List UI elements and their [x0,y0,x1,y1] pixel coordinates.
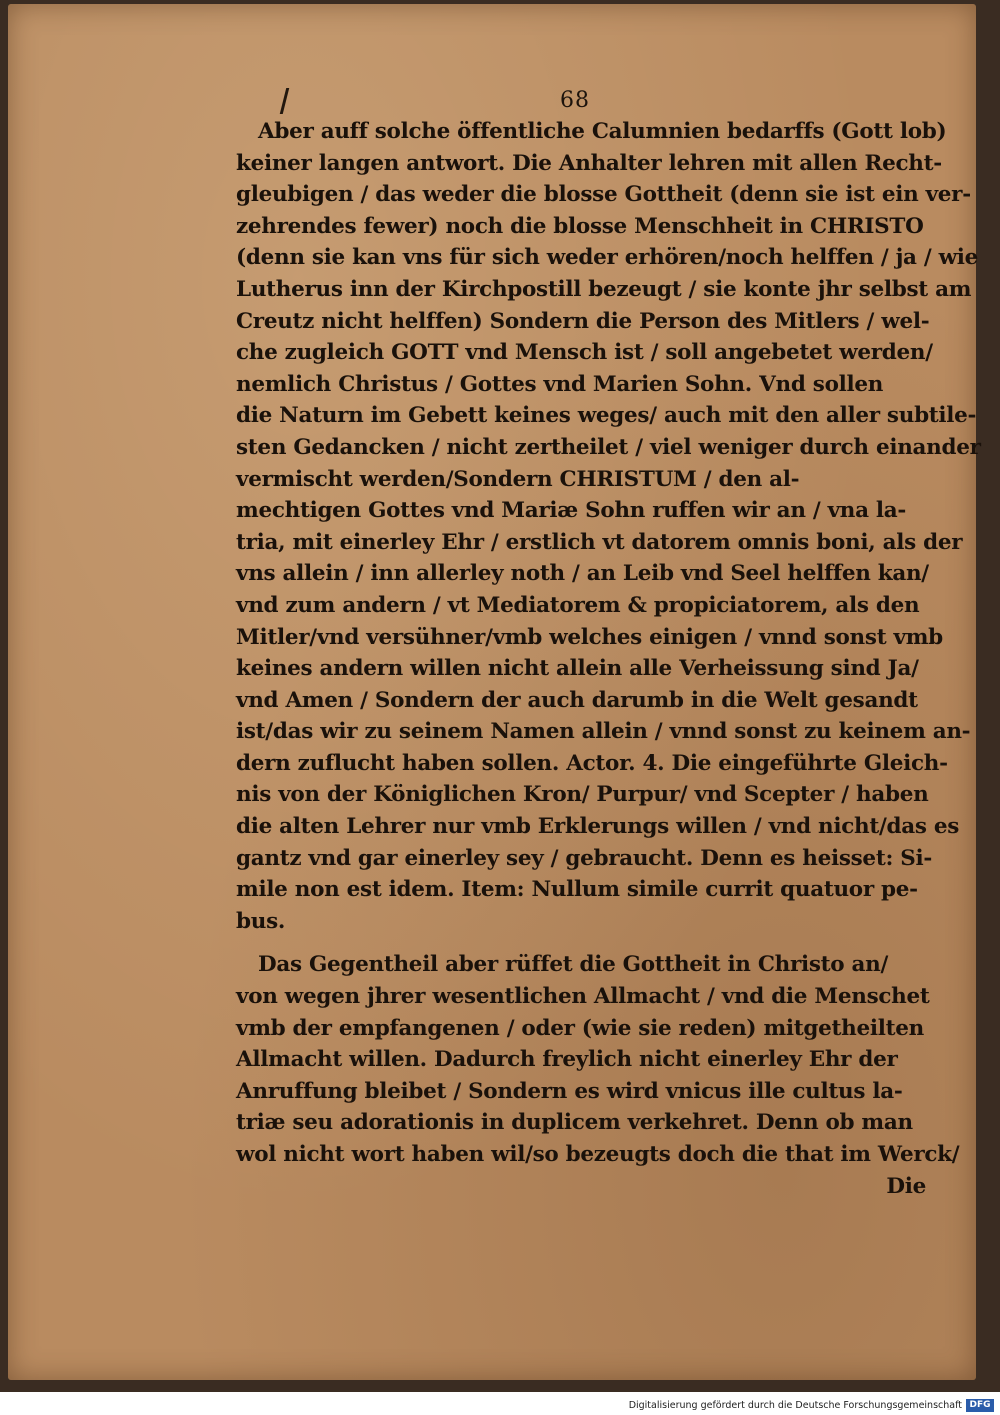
text-line: che zugleich GOTT vnd Mensch ist / soll angebetet werden/ [236,340,933,366]
text-line: vmb der empfangenen / oder (wie sie reden) mitgetheilten [236,1015,924,1041]
text-line: mile non est idem. Item: Nullum simile currit quatuor pe- [236,877,918,903]
text-line: Allmacht willen. Dadurch freylich nicht einerley Ehr der [236,1047,898,1073]
text-line: vermischt werden/Sondern CHRISTUM / den al- [236,466,800,492]
text-line: Lutherus inn der Kirchpostill bezeugt / sie konte jhr selbst am [236,276,972,302]
text-line: Creutz nicht helffen) Sondern die Person des Mitlers / wel- [236,308,930,334]
catchword: Die [886,1173,926,1199]
text-line: vnd zum andern / vt Mediatorem & propiciatorem, als den [236,592,920,618]
text-line: vns allein / inn allerley noth / an Leib vnd Seel helffen kan/ [236,561,929,587]
text-line: die Naturn im Gebett keines weges/ auch mit den aller subtile- [236,403,977,429]
dfg-logo: DFG [966,1399,994,1412]
page-number: 68 [560,88,590,113]
text-line: Das Gegentheil aber rüffet die Gottheit in Christo an/ [258,952,889,978]
text-line: (denn sie kan vns für sich weder erhören/noch helffen / ja / wie [236,245,979,271]
digitization-credit: Digitalisierung gefördert durch die Deutsche Forschungsgemeinschaft [628,1400,962,1411]
text-line: nemlich Christus / Gottes vnd Marien Sohn. Vnd sollen [236,371,884,397]
text-line: vnd Amen / Sondern der auch darumb in die Welt gesandt [236,687,918,713]
main-text-block [236,116,981,1202]
text-line: bus. [236,908,286,934]
text-line: die alten Lehrer nur vmb Erklerungs willen / vnd nicht/das es [236,814,960,840]
text-line: mechtigen Gottes vnd Mariæ Sohn ruffen wir an / vna la- [236,498,907,524]
text-line: triæ seu adorationis in duplicem verkehret. Denn ob man [236,1110,913,1136]
text-line: Anruffung bleibet / Sondern es wird vnicus ille cultus la- [236,1078,903,1104]
text-line: tria, mit einerley Ehr / erstlich vt datorem omnis boni, als der [236,529,963,555]
text-line: nis von der Königlichen Kron/ Purpur/ vnd Scepter / haben [236,782,929,808]
text-line: ist/das wir zu seinem Namen allein / vnnd sonst zu keinem an- [236,719,971,745]
text-line: sten Gedancken / nicht zertheilet / viel weniger durch einander [236,434,981,460]
text-line: wol nicht wort haben wil/so bezeugts doch die that im Werck/ [236,1142,960,1167]
text-line: Aber auff solche öffentliche Calumnien bedarffs (Gott lob) [258,119,947,144]
text-line: Mitler/vnd versühner/vmb welches einigen / vnnd sonst vmb [236,624,943,650]
text-line: keiner langen antwort. Die Anhalter lehren mit allen Recht- [236,150,942,176]
text-line: dern zuflucht haben sollen. Actor. 4. Die eingeführte Gleich- [236,750,948,776]
text-line: gantz vnd gar einerley sey / gebraucht. Denn es heisset: Si- [236,845,932,871]
text-line: keines andern willen nicht allein alle Verheissung sind Ja/ [236,656,919,682]
text-line: gleubigen / das weder die blosse Gottheit (denn sie ist ein ver- [236,182,971,208]
text-line: zehrendes fewer) noch die blosse Menschheit in CHRISTO [236,213,924,239]
text-line: von wegen jhrer wesentlichen Allmacht / vnd die Menschet [236,984,930,1010]
